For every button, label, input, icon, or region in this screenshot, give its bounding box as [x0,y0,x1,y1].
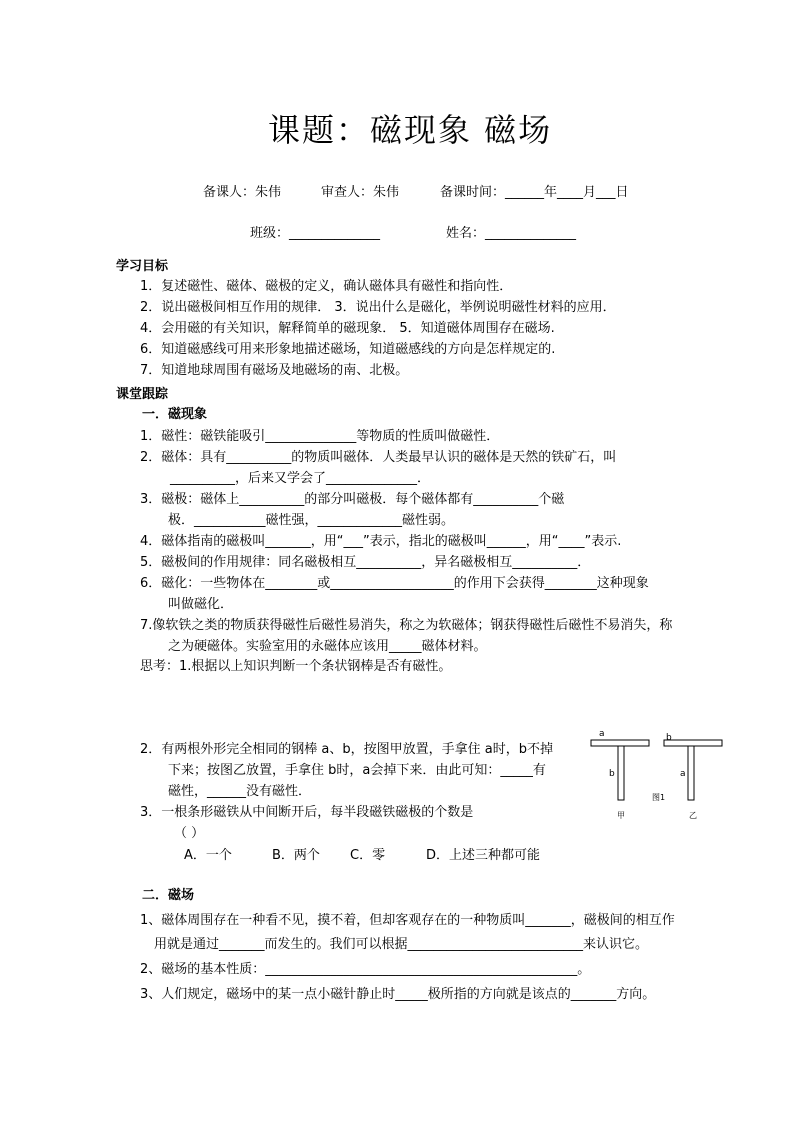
prep-time-label: 备课时间：______年____月___日 [440,185,629,200]
figure-caption: 图1 [652,793,666,802]
option-a: A．一个 [184,848,232,863]
question-line: 7.像软铁之类的物质获得磁性后磁性易消失，称之为软磁体；钢获得磁性后磁性不易消失，称 [140,618,673,633]
question-line: 叫做磁化． [168,597,234,612]
option-c: C．零 [350,848,386,863]
class-field: 班级：______________ [250,226,381,241]
question-line: 极．___________磁性强，_____________磁性弱。 [168,513,455,528]
field-line: 用就是通过_______而发生的。我们可以根据___________________________来认识它。 [154,937,649,952]
question-line: 2．磁体：具有__________的物质叫磁体．人类最早认识的磁体是天然的铁矿石，叫 [140,450,617,465]
label-a-left: a [599,729,605,739]
label-yi: 乙 [689,811,697,820]
section1-heading: 一．磁现象 [142,407,208,422]
section2-heading: 二．磁场 [142,888,195,903]
question-line: __________，后来又学会了______________． [170,471,431,486]
option-d: D．上述三种都可能 [426,848,541,863]
question-3-answer-paren: （ ） [174,826,205,841]
label-b-left: b [609,769,615,779]
label-jia: 甲 [617,811,625,820]
name-field: 姓名：______________ [446,226,577,241]
question-line: 之为硬磁体。实验室用的永磁体应该用_____磁体材料。 [168,639,487,654]
question-line: 3．磁极：磁体上__________的部分叫磁极．每个磁体都有__________个磁 [140,492,565,507]
figure-1-magnet-bars [586,726,728,822]
question-line: 1．磁性：磁铁能吸引______________等物质的性质叫做磁性． [140,429,500,444]
question-line: 5．磁极间的作用规律：同名磁极相互__________，异名磁极相互__________． [140,555,591,570]
question-3-line: 3．一根条形磁铁从中间断开后，每半段磁铁磁极的个数是 [140,805,474,820]
classroom-heading: 课堂跟踪 [116,387,169,402]
think-line: 思考：1.根据以上知识判断一个条状钢棒是否有磁性。 [140,659,452,674]
page-title: 课题：磁现象 磁场 [268,111,553,149]
question-2-line: 下来；按图乙放置，手拿住 b时，a会掉下来．由此可知：_____有 [168,763,546,778]
objectives-heading: 学习目标 [116,259,169,274]
question-2-line: 2．有两根外形完全相同的钢棒 a、b，按图甲放置，手拿住 a时，b不掉 [140,742,553,757]
bar-a-horizontal [591,740,649,746]
bar-a-vertical [688,746,694,800]
label-b-right: b [666,733,672,743]
question-line: 6．磁化：一些物体在________或___________________的作用下会获得________这种现象 [140,576,649,591]
bar-b-vertical [618,746,624,800]
label-a-right: a [680,769,686,779]
objective-line: 4．会用磁的有关知识，解释简单的磁现象． 5．知道磁体周围存在磁场. [140,321,555,336]
question-2-line: 磁性，______没有磁性． [168,784,312,799]
field-line: 3、人们规定，磁场中的某一点小磁针静止时_____极所指的方向就是该点的_______方向。 [140,987,656,1002]
bar-b-horizontal [664,740,722,746]
objective-line: 7．知道地球周围有磁场及地磁场的南、北极。 [140,363,409,378]
field-line: 1、磁体周围存在一种看不见，摸不着，但却客观存在的一种物质叫_______，磁极间的相互作 [140,913,675,928]
reviewer-label: 审查人：朱伟 [321,185,400,200]
preparer-label: 备课人：朱伟 [203,185,282,200]
objective-line: 1．复述磁性、磁体、磁极的定义，确认磁体具有磁性和指向性． [140,279,513,294]
field-line: 2、磁场的基本性质：________________________________________________。 [140,962,591,977]
question-line: 4．磁体指南的磁极叫_______，用“___”表示，指北的磁极叫______，用“____”表示. [140,534,622,549]
objective-line: 2．说出磁极间相互作用的规律． 3．说出什么是磁化，举例说明磁性材料的应用． [140,300,616,315]
objective-line: 6．知道磁感线可用来形象地描述磁场，知道磁感线的方向是怎样规定的. [140,342,556,357]
option-b: B．两个 [272,848,320,863]
